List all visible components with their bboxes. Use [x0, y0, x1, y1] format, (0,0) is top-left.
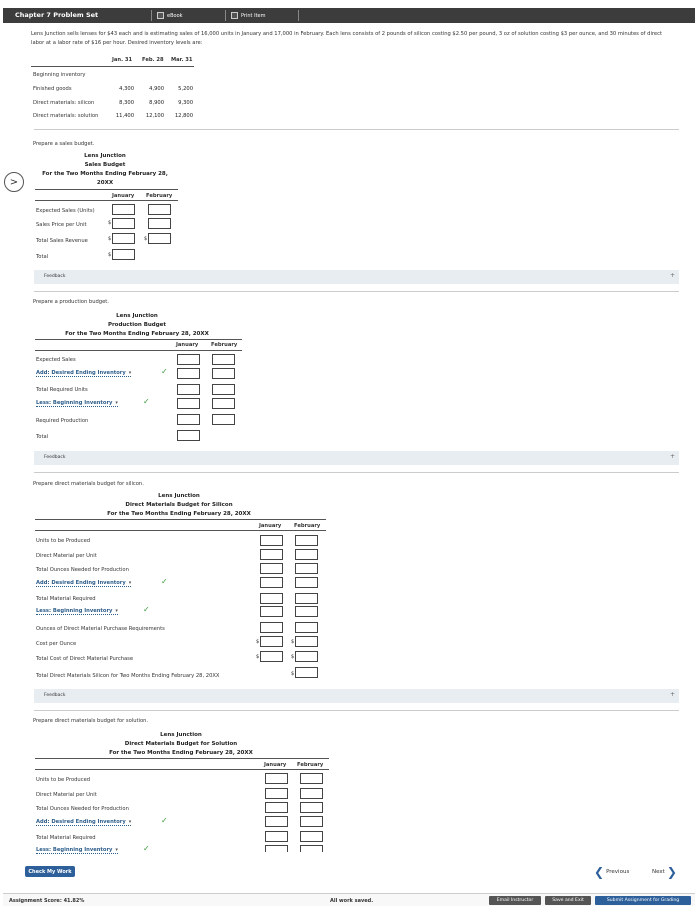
- solution-ounces-jan-input[interactable]: [265, 802, 288, 813]
- silicon-period: For the Two Months Ending February 28, 20XX: [107, 511, 251, 517]
- ebook-label: eBook: [167, 12, 183, 19]
- inventory-cell: 8,900: [149, 100, 164, 106]
- toolbar-divider: [298, 10, 299, 21]
- dollar-sign: $: [108, 252, 112, 258]
- dollar-sign: $: [108, 236, 112, 242]
- sales-col-february: February: [146, 193, 173, 199]
- production-feedback-bar[interactable]: [34, 451, 679, 465]
- sales-col-rule: [35, 200, 178, 201]
- expand-icon: +: [669, 272, 675, 279]
- check-icon: ✓: [143, 397, 150, 406]
- sales-price-jan-input[interactable]: [112, 218, 135, 229]
- solution-col-february: February: [297, 762, 324, 768]
- silicon-dm-feb-input[interactable]: [295, 549, 318, 560]
- sales-total-input[interactable]: [112, 249, 135, 260]
- solution-row-label: Total Ounces Needed for Production: [36, 806, 129, 812]
- solution-material-feb-input[interactable]: [300, 831, 323, 842]
- chevron-down-icon: ▾: [115, 400, 118, 406]
- solution-company: Lens Junction: [160, 732, 202, 738]
- silicon-prompt: Prepare direct materials budget for silicon.: [33, 481, 144, 487]
- book-icon: [157, 12, 164, 19]
- production-add-jan-input[interactable]: [177, 368, 200, 379]
- inventory-cell: 9,300: [178, 100, 193, 106]
- silicon-title-rule: [35, 519, 326, 520]
- silicon-total-input[interactable]: [295, 667, 318, 678]
- chevron-down-icon: ▾: [115, 608, 118, 614]
- chevron-down-icon: ▾: [128, 580, 132, 586]
- solution-material-jan-input[interactable]: [265, 831, 288, 842]
- solution-units-jan-input[interactable]: [265, 773, 288, 784]
- production-row-label: Expected Sales: [36, 357, 76, 363]
- sales-period-line2: 20XX: [96, 180, 114, 186]
- production-less-feb-input[interactable]: [212, 398, 235, 409]
- production-output-feb-input[interactable]: [212, 414, 235, 425]
- expand-icon: +: [669, 691, 675, 698]
- select-value: Add: Desired Ending Inventory: [36, 580, 126, 586]
- production-row-label: Required Production: [36, 418, 89, 424]
- dollar-sign: $: [256, 639, 260, 645]
- dollar-sign: $: [144, 236, 148, 242]
- production-title: Production Budget: [107, 322, 167, 328]
- chevron-down-icon: ▾: [115, 847, 118, 853]
- silicon-col-rule: [35, 530, 326, 531]
- chevron-right-icon: >: [9, 176, 19, 188]
- dollar-sign: $: [108, 220, 112, 226]
- ebook-button[interactable]: [157, 11, 183, 20]
- silicon-ounces-jan-input[interactable]: [260, 563, 283, 574]
- problem-description: Lens Junction sells lenses for $43 each and is estimating sales of 16,000 units in January and 17,000 in February. Each lens consists of 2 pounds of silicon costing $2.50 per pound, 3 oz of solution costing $3 per ounce, and 30 minutes of direct labor at a labor rate of $16 per hour. Desired inventory levels are:: [31, 31, 662, 46]
- sales-units-feb-input[interactable]: [148, 204, 171, 215]
- silicon-add-jan-input[interactable]: [260, 577, 283, 588]
- silicon-row-label: Direct Material per Unit: [36, 553, 97, 559]
- solution-prompt: Prepare direct materials budget for solution.: [33, 718, 149, 724]
- select-value: Add: Desired Ending Inventory: [36, 819, 126, 825]
- sales-row-label: Sales Price per Unit: [36, 222, 87, 228]
- solution-period: For the Two Months Ending February 28, 20XX: [109, 750, 253, 756]
- silicon-row-label: Ounces of Direct Material Purchase Requirements: [36, 626, 165, 632]
- sales-row-label: Total Sales Revenue: [36, 238, 88, 244]
- production-company: Lens Junction: [116, 313, 158, 319]
- silicon-add-feb-input[interactable]: [295, 577, 318, 588]
- expand-panel-button[interactable]: [4, 172, 24, 192]
- sales-units-jan-input[interactable]: [112, 204, 135, 215]
- production-add-feb-input[interactable]: [212, 368, 235, 379]
- feedback-label: Feedback: [44, 274, 66, 279]
- solution-row-label: Direct Material per Unit: [36, 792, 97, 798]
- feedback-label: Feedback: [44, 693, 66, 698]
- silicon-purchase-jan-input[interactable]: [260, 622, 283, 633]
- production-less-jan-input[interactable]: [177, 398, 200, 409]
- silicon-add-desired-select[interactable]: [36, 580, 131, 587]
- select-value: Less: Beginning Inventory: [36, 400, 113, 406]
- silicon-company: Lens Junction: [158, 493, 200, 499]
- silicon-ounces-feb-input[interactable]: [295, 563, 318, 574]
- silicon-cost-jan-input[interactable]: [260, 636, 283, 647]
- sales-title-rule: [35, 189, 178, 190]
- sales-prompt: Prepare a sales budget.: [33, 141, 95, 147]
- silicon-row-label: Units to be Produced: [36, 538, 91, 544]
- check-icon: ✓: [143, 605, 150, 614]
- solution-row-label: Units to be Produced: [36, 777, 91, 783]
- inventory-cell: 8,300: [119, 100, 134, 106]
- print-label: Print Item: [241, 12, 266, 19]
- dollar-sign: $: [291, 671, 295, 677]
- sales-title: Sales Budget: [84, 162, 126, 168]
- inventory-cell: 12,100: [145, 113, 164, 119]
- production-less-beginning-select[interactable]: [36, 400, 118, 407]
- production-output-jan-input[interactable]: [177, 414, 200, 425]
- production-row-label: Total: [36, 434, 49, 440]
- production-period: For the Two Months Ending February 28, 20XX: [65, 331, 209, 337]
- solution-units-feb-input[interactable]: [300, 773, 323, 784]
- solution-ounces-feb-input[interactable]: [300, 802, 323, 813]
- chevron-down-icon: ▾: [128, 370, 132, 376]
- silicon-units-feb-input[interactable]: [295, 535, 318, 546]
- solution-row-label: Total Material Required: [36, 835, 96, 841]
- solution-col-january: January: [264, 762, 287, 768]
- chevron-right-icon: ❯: [666, 865, 677, 879]
- print-item-button[interactable]: [231, 11, 265, 20]
- check-icon: ✓: [161, 367, 168, 376]
- feedback-label: Feedback: [44, 455, 66, 460]
- silicon-units-jan-input[interactable]: [260, 535, 283, 546]
- submit-assignment-button[interactable]: Submit Assignment for Grading: [595, 896, 691, 905]
- solution-less-beginning-select[interactable]: [36, 847, 118, 854]
- section-divider: [34, 129, 679, 130]
- sales-col-january: January: [112, 193, 135, 199]
- select-value: Add: Desired Ending Inventory: [36, 370, 126, 376]
- inventory-section-label: Beginning inventory: [33, 72, 86, 78]
- silicon-row-label: Total Direct Materials Silicon for Two Months Ending February 28, 20XX: [36, 673, 220, 679]
- inventory-col-feb: Feb. 28: [142, 57, 164, 63]
- inventory-cell: 4,900: [149, 86, 164, 92]
- production-title-rule: [35, 339, 242, 340]
- silicon-totalcost-feb-input[interactable]: [295, 651, 318, 662]
- check-icon: ✓: [143, 844, 150, 853]
- check-icon: ✓: [161, 577, 168, 586]
- save-status: All work saved.: [330, 898, 374, 904]
- sales-revenue-jan-input[interactable]: [112, 233, 135, 244]
- dollar-sign: $: [291, 654, 295, 660]
- check-icon: ✓: [161, 816, 168, 825]
- inventory-cell: 12,800: [174, 113, 193, 119]
- silicon-row-label: Cost per Ounce: [36, 641, 77, 647]
- silicon-row-label: Total Material Required: [36, 596, 96, 602]
- silicon-row-label: Total Cost of Direct Material Purchase: [36, 656, 134, 662]
- expand-icon: +: [669, 453, 675, 460]
- silicon-less-feb-input[interactable]: [295, 606, 318, 617]
- sales-revenue-feb-input[interactable]: [148, 233, 171, 244]
- inventory-cell: 11,400: [115, 113, 134, 119]
- solution-add-jan-input[interactable]: [265, 816, 288, 827]
- previous-label: Previous: [606, 869, 630, 875]
- next-button[interactable]: [652, 865, 677, 879]
- footer-bar: [3, 893, 695, 906]
- production-sales-jan-input[interactable]: [177, 354, 200, 365]
- silicon-totalcost-jan-input[interactable]: [260, 651, 283, 662]
- production-total-input[interactable]: [177, 430, 200, 441]
- dollar-sign: $: [291, 639, 295, 645]
- top-toolbar: [3, 8, 695, 23]
- section-divider: [34, 291, 679, 292]
- solution-title-rule: [35, 758, 329, 759]
- silicon-less-jan-input[interactable]: [260, 606, 283, 617]
- silicon-cost-feb-input[interactable]: [295, 636, 318, 647]
- sales-row-label: Total: [36, 254, 49, 260]
- production-col-february: February: [211, 342, 238, 348]
- solution-title: Direct Materials Budget for Solution: [124, 741, 238, 747]
- toolbar-divider: [151, 10, 152, 21]
- chevron-down-icon: ▾: [128, 819, 132, 825]
- solution-add-desired-select[interactable]: [36, 819, 131, 826]
- chevron-left-icon: ❮: [594, 865, 605, 879]
- inventory-cell: 5,200: [178, 86, 193, 92]
- sales-price-feb-input[interactable]: [148, 218, 171, 229]
- inventory-cell: 4,300: [119, 86, 134, 92]
- production-required-feb-input[interactable]: [212, 384, 235, 395]
- solution-col-rule: [35, 769, 329, 770]
- print-icon: [231, 12, 238, 19]
- production-row-label: Total Required Units: [36, 387, 88, 393]
- sales-row-label: Expected Sales (Units): [36, 208, 95, 214]
- silicon-material-feb-input[interactable]: [295, 593, 318, 604]
- toolbar-divider: [225, 10, 226, 21]
- silicon-title: Direct Materials Budget for Silicon: [125, 502, 233, 508]
- production-prompt: Prepare a production budget.: [33, 299, 109, 305]
- inventory-row-label: Direct materials: silicon: [33, 100, 95, 106]
- silicon-col-february: February: [294, 523, 321, 529]
- inventory-row-label: Finished goods: [33, 86, 72, 92]
- save-and-exit-button[interactable]: Save and Exit: [545, 896, 591, 905]
- silicon-row-label: Total Ounces Needed for Production: [36, 567, 129, 573]
- silicon-feedback-bar[interactable]: [34, 689, 679, 703]
- inventory-col-mar: Mar. 31: [171, 57, 193, 63]
- email-instructor-button[interactable]: Email Instructor: [489, 896, 541, 905]
- inventory-col-jan: Jan. 31: [112, 57, 133, 63]
- silicon-dm-jan-input[interactable]: [260, 549, 283, 560]
- silicon-col-january: January: [259, 523, 282, 529]
- silicon-material-jan-input[interactable]: [260, 593, 283, 604]
- solution-dm-jan-input[interactable]: [265, 788, 288, 799]
- select-value: Less: Beginning Inventory: [36, 608, 113, 614]
- inventory-row-label: Direct materials: solution: [33, 113, 99, 119]
- solution-add-feb-input[interactable]: [300, 816, 323, 827]
- next-label: Next: [652, 869, 665, 875]
- solution-dm-feb-input[interactable]: [300, 788, 323, 799]
- silicon-less-beginning-select[interactable]: [36, 608, 118, 615]
- production-required-jan-input[interactable]: [177, 384, 200, 395]
- sales-period-line1: For the Two Months Ending February 28,: [42, 171, 168, 177]
- assignment-title: Chapter 7 Problem Set: [15, 11, 99, 19]
- production-col-january: January: [176, 342, 199, 348]
- inventory-header-rule: [31, 66, 194, 67]
- sales-feedback-bar[interactable]: [34, 270, 679, 284]
- solution-less-feb-input[interactable]: [300, 845, 323, 852]
- check-my-work-button[interactable]: Check My Work: [25, 866, 75, 877]
- assignment-score: Assignment Score: 41.82%: [9, 898, 85, 904]
- solution-less-jan-input[interactable]: [265, 845, 288, 852]
- section-divider: [34, 472, 679, 473]
- production-col-rule: [35, 350, 242, 351]
- section-divider: [34, 710, 679, 711]
- dollar-sign: $: [256, 654, 260, 660]
- silicon-purchase-feb-input[interactable]: [295, 622, 318, 633]
- production-sales-feb-input[interactable]: [212, 354, 235, 365]
- previous-button[interactable]: [594, 865, 629, 879]
- select-value: Less: Beginning Inventory: [36, 847, 113, 853]
- sales-company: Lens Junction: [84, 153, 126, 159]
- production-add-desired-select[interactable]: [36, 370, 131, 377]
